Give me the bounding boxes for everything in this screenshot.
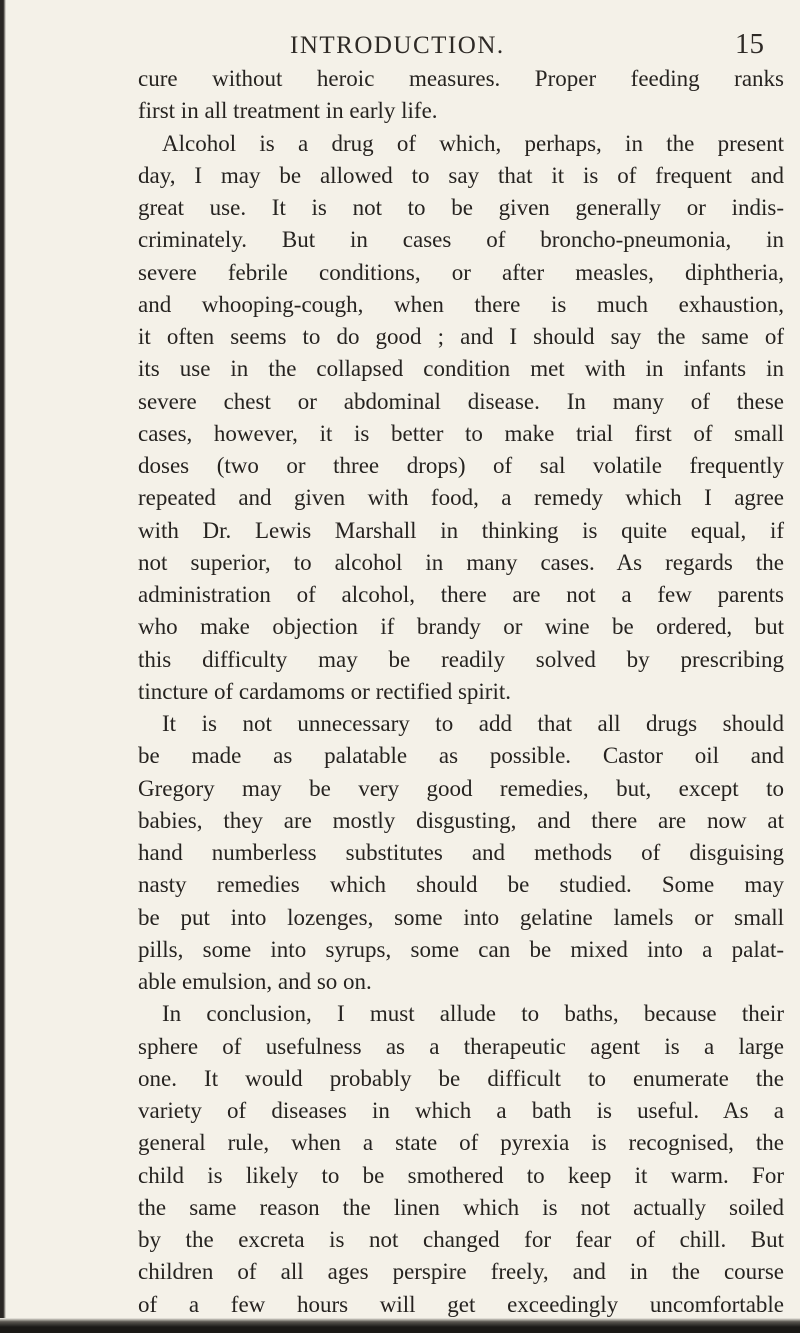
running-head: INTRODUCTION. [290,32,505,59]
paragraph-start-line: Alcohol is a drug of which, perhaps, in the present [162,130,784,156]
text-line: able emulsion, and so on. [138,969,372,994]
text-line: first in all treatment in early life. [138,98,438,124]
text-line: be made as palatable as possible. Castor oil and [138,743,784,769]
text-line: who make objection if brandy or wine be ordered, but [138,614,784,640]
page-header [0,22,800,62]
text-line: it often seems to do good ; and I should say the same of [138,324,784,349]
text-line: child is likely to be smothered to keep it warm. For [138,1162,784,1188]
text-line: criminately. But in cases of broncho-pneumonia, in [138,227,784,253]
text-line: children of all ages perspire freely, and in the course [138,1259,784,1285]
paragraph-start-line: It is not unnecessary to add that all drugs should [162,711,784,736]
page-binding-edge [0,0,6,1333]
text-line: administration of alcohol, there are not a few parents [138,582,784,607]
text-line: severe chest or abdominal disease. In many of these [138,388,784,414]
text-line: one. It would probably be difficult to enumerate the [138,1065,784,1091]
text-line: babies, they are mostly disgusting, and there are now at [138,807,784,833]
body-text [138,63,784,1321]
text-line: sphere of usefulness as a therapeutic agent is a large [138,1033,784,1059]
text-line: nasty remedies which should be studied. Some may [138,872,784,898]
text-line: cure without heroic measures. Proper feeding ranks [138,66,784,91]
text-line: and whooping-cough, when there is much exhaustion, [138,291,784,317]
paragraph-start-line: In conclusion, I must allude to baths, because their [162,1001,784,1027]
text-line: with Dr. Lewis Marshall in thinking is quite equal, if [138,517,784,543]
text-line: cases, however, it is better to make trial first of small [138,420,784,446]
text-line: by the excreta is not changed for fear of chill. But [138,1227,784,1252]
text-line: not superior, to alcohol in many cases. As regards the [138,549,784,575]
text-line: general rule, when a state of pyrexia is recognised, the [138,1130,784,1156]
text-line: day, I may be allowed to say that it is of frequent and [138,162,784,188]
text-line: doses (two or three drops) of sal volatile frequently [138,453,784,478]
text-line: repeated and given with food, a remedy which I agree [138,485,784,511]
page-number: 15 [735,28,764,60]
text-line: great use. It is not to be given generally or indis- [138,195,784,220]
text-line: severe febrile conditions, or after measles, diphtheria, [138,259,784,285]
text-line: Gregory may be very good remedies, but, except to [138,775,784,801]
text-line: variety of diseases in which a bath is useful. As a [138,1098,784,1123]
page-bottom-edge [0,1318,800,1333]
text-line: be put into lozenges, some into gelatine lamels or small [138,904,784,930]
text-line: hand numberless substitutes and methods of disguising [138,840,784,865]
text-line: tincture of cardamoms or rectified spirit. [138,678,511,704]
text-line: of a few hours will get exceedingly uncomfortable [138,1291,784,1317]
text-line: this difficulty may be readily solved by prescribing [138,646,784,672]
text-line: its use in the collapsed condition met with in infants in [138,356,784,382]
text-line: the same reason the linen which is not actually soiled [138,1194,784,1220]
text-line: pills, some into syrups, some can be mixed into a palat- [138,936,784,962]
